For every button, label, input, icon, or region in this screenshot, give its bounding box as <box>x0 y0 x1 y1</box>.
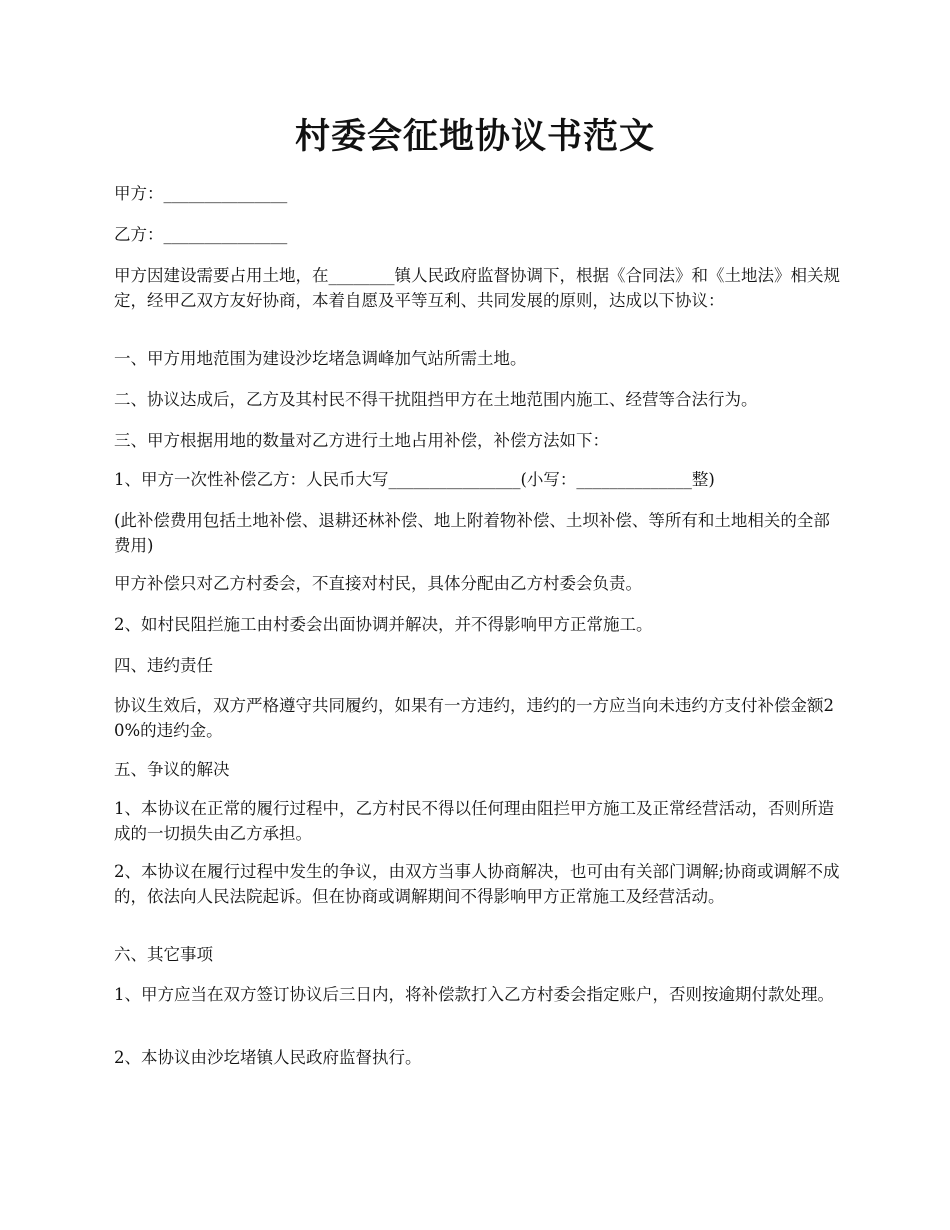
other-item-2: 2、本协议由沙圪堵镇人民政府监督执行。 <box>114 1048 422 1067</box>
dispute-item-2: 2、本协议在履行过程中发生的争议，由双方当事人协商解决，也可由有关部门调解;协商或调解不成的，依法向人民法院起诉。但在协商或调解期间不得影响甲方正常施工及经营活动。 <box>114 862 840 906</box>
clause-3: 三、甲方根据用地的数量对乙方进行土地占用补偿，补偿方法如下： <box>114 431 609 450</box>
section-other-heading: 六、其它事项 <box>114 945 213 964</box>
compensation-note: (此补偿费用包括土地补偿、退耕还林补偿、地上附着物补偿、土坝补偿、等所有和土地相关的全部费用) <box>114 511 830 555</box>
clause-3-item-2: 2、如村民阻拦施工由村委会出面协调并解决，并不得影响甲方正常施工。 <box>114 615 653 634</box>
clause-3-item-1: 1、甲方一次性补偿乙方：人民币大写________________(小写：______________整) <box>114 470 715 489</box>
party-a-line: 甲方：_______________ <box>114 184 288 203</box>
document-title: 村委会征地协议书范文 <box>294 116 655 157</box>
section-dispute-heading: 五、争议的解决 <box>114 760 230 779</box>
other-item-1: 1、甲方应当在双方签订协议后三日内，将补偿款打入乙方村委会指定账户，否则按逾期付款处理。 <box>114 985 834 1004</box>
preamble-paragraph: 甲方因建设需要占用土地，在________镇人民政府监督协调下，根据《合同法》和《土地法》相关规定，经甲乙双方友好协商，本着自愿及平等互利、共同发展的原则，达成以下协议： <box>114 266 840 310</box>
dispute-item-1: 1、本协议在正常的履行过程中，乙方村民不得以任何理由阻拦甲方施工及正常经营活动，否则所造成的一切损失由乙方承担。 <box>114 799 834 843</box>
clause-2: 二、协议达成后，乙方及其村民不得干扰阻挡甲方在土地范围内施工、经营等合法行为。 <box>114 390 758 409</box>
clause-1: 一、甲方用地范围为建设沙圪堵急调峰加气站所需土地。 <box>114 349 527 368</box>
party-b-line: 乙方：_______________ <box>114 225 288 244</box>
breach-paragraph: 协议生效后，双方严格遵守共同履约，如果有一方违约，违约的一方应当向未违约方支付补偿金额20%的违约金。 <box>114 696 834 740</box>
compensation-distribution: 甲方补偿只对乙方村委会，不直接对村民，具体分配由乙方村委会负责。 <box>114 574 642 593</box>
section-breach-heading: 四、违约责任 <box>114 656 213 675</box>
